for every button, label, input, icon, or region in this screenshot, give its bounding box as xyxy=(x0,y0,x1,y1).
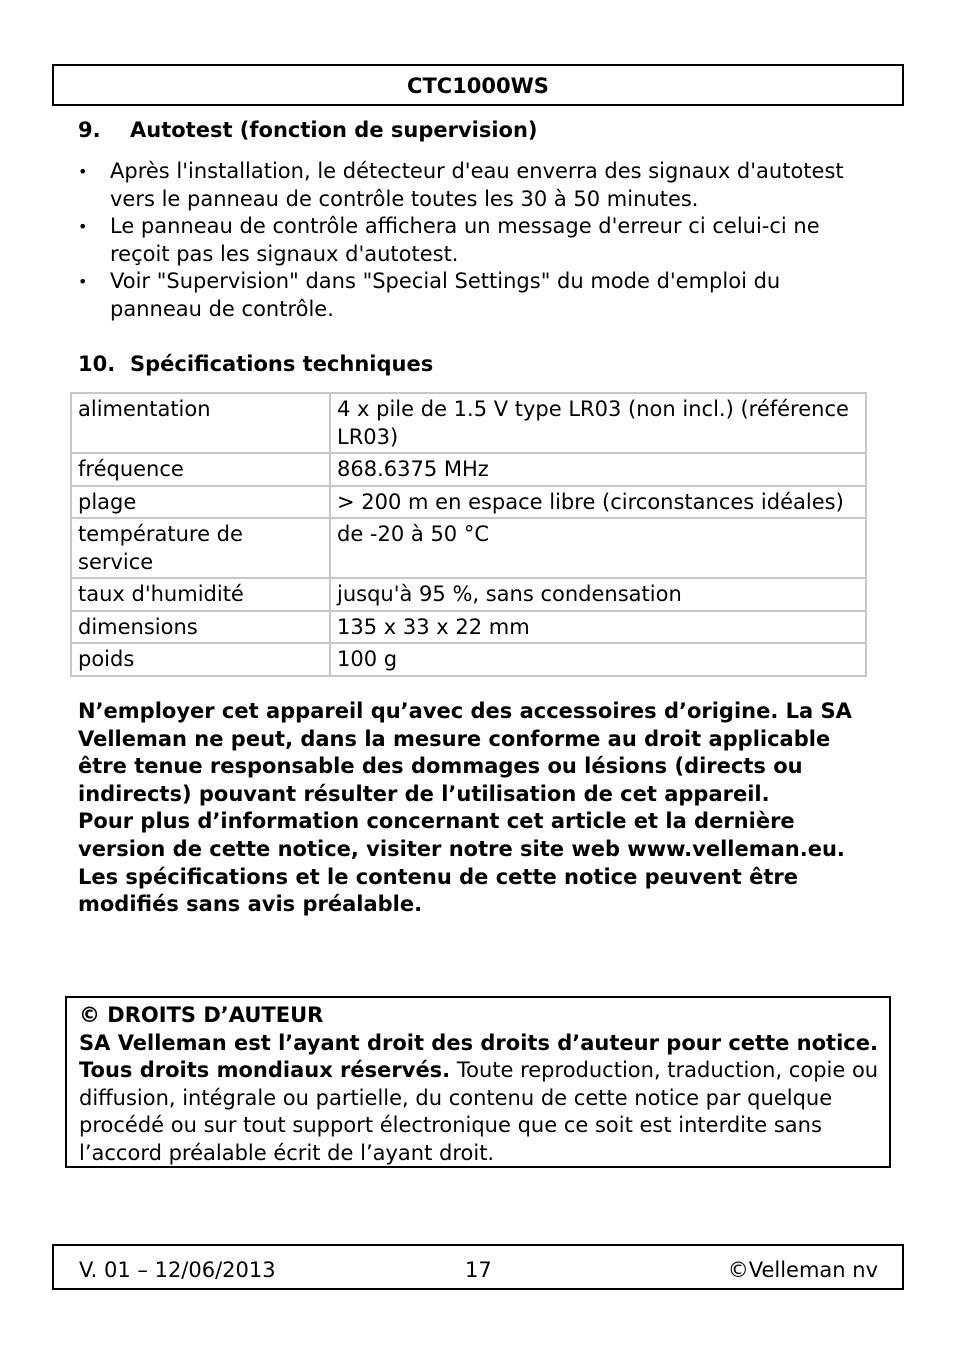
table-row xyxy=(71,611,866,644)
list-item: • Le panneau de contrôle affichera un message d'erreur ci celui-ci ne reçoit pas les signaux d'autotest. xyxy=(78,213,878,268)
spec-key: dimensions xyxy=(71,611,330,644)
table-row xyxy=(71,518,866,578)
notice-paragraph: Les spécifications et le contenu de cette notice peuvent être modifiés sans avis préalable. xyxy=(78,864,798,917)
spec-key: plage xyxy=(71,486,330,519)
section-number: 10. xyxy=(78,352,116,376)
brand: ©Velleman nv xyxy=(727,1258,878,1282)
spec-key: température de service xyxy=(71,518,330,578)
copyright-body xyxy=(79,1030,889,1168)
notice-paragraph: Pour plus d’information concernant cet article et la dernière version de cette notice, visiter notre site web www.velleman.eu. xyxy=(78,809,845,861)
spec-value: 135 x 33 x 22 mm xyxy=(330,611,866,644)
section-number: 9. xyxy=(78,118,101,142)
page-footer xyxy=(52,1244,904,1290)
copyright-heading: © DROITS D’AUTEUR xyxy=(79,1003,324,1027)
list-item: • Voir "Supervision" dans "Special Settings" du mode d'emploi du panneau de contrôle. xyxy=(78,268,878,323)
copyright-text: Toute reproduction, traduction, copie ou diffusion, intégrale ou partielle, du contenu de cette notice par quelque procédé ou sur tout support électronique que ce soit est interdite sans l’accord préalable écrit de l’ayant droit. xyxy=(79,1058,879,1165)
copyright-bold-text: SA Velleman est l’ayant droit des droits d’auteur pour cette notice. Tous droits mondiaux réservés. xyxy=(79,1030,878,1083)
section-9-bullet-list xyxy=(78,158,878,323)
copyright-box xyxy=(65,996,891,1168)
table-row xyxy=(71,393,866,453)
section-10-heading xyxy=(78,352,433,376)
spec-key: taux d'humidité xyxy=(71,578,330,611)
table-row xyxy=(71,578,866,611)
section-title: Autotest (fonction de supervision) xyxy=(130,118,538,142)
table-row xyxy=(71,486,866,519)
spec-key: alimentation xyxy=(71,393,330,453)
section-title: Spécifications techniques xyxy=(130,352,434,376)
spec-value: jusqu'à 95 %, sans condensation xyxy=(330,578,866,611)
spec-key: poids xyxy=(71,643,330,676)
list-item: • Après l'installation, le détecteur d'eau enverra des signaux d'autotest vers le panneau de contrôle toutes les 30 à 50 minutes. xyxy=(78,158,878,213)
spec-value: 100 g xyxy=(330,643,866,676)
notice-paragraph: N’employer cet appareil qu’avec des accessoires d’origine. La SA Velleman ne peut, dans la mesure conforme au droit applicable être tenue responsable des dommages ou lésions (directs ou indirects) pouvant résulter de l’utilisation de cet appareil. xyxy=(78,699,852,806)
spec-value: 4 x pile de 1.5 V type LR03 (non incl.) (référence LR03) xyxy=(330,393,866,453)
version-date: V. 01 – 12/06/2013 xyxy=(79,1258,276,1282)
spec-value: 868.6375 MHz xyxy=(330,453,866,486)
spec-value: de -20 à 50 °C xyxy=(330,518,866,578)
legal-notice xyxy=(78,698,878,919)
model-name: CTC1000WS xyxy=(407,74,549,98)
page-number: 17 xyxy=(465,1258,492,1282)
section-9-heading xyxy=(78,118,538,142)
table-row xyxy=(71,643,866,676)
page-header xyxy=(52,64,904,106)
spec-value: > 200 m en espace libre (circonstances idéales) xyxy=(330,486,866,519)
table-row xyxy=(71,453,866,486)
spec-key: fréquence xyxy=(71,453,330,486)
specifications-table xyxy=(70,392,867,677)
